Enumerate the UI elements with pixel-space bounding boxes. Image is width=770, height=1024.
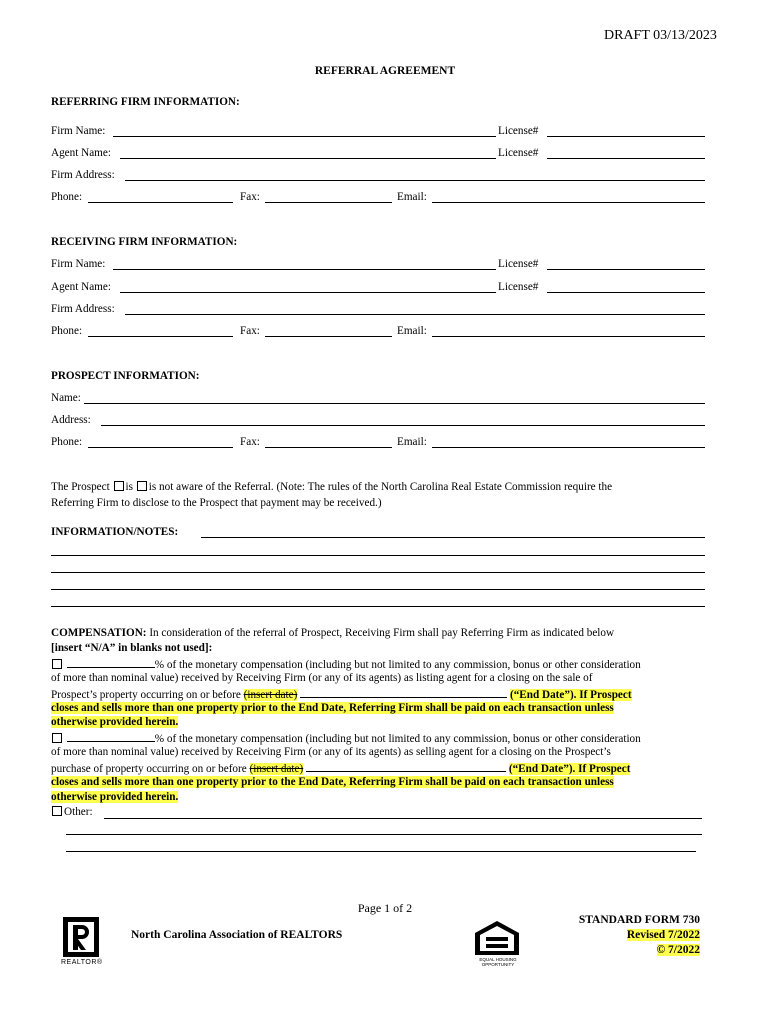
awareness-is: is xyxy=(125,481,133,493)
receiving-phone-field[interactable] xyxy=(88,325,233,337)
selling-insert-date-note: (insert date) xyxy=(249,763,304,775)
firm-address-label: Firm Address: xyxy=(51,169,115,181)
listing-line-1-text: % of the monetary compensation (including but not limited to any commission, bonus or other consideration xyxy=(154,659,641,671)
other-field-line-1[interactable] xyxy=(104,807,702,819)
referring-email-field[interactable] xyxy=(432,191,705,203)
equal-housing-text: EQUAL HOUSING OPPORTUNITY xyxy=(479,957,517,967)
listing-line-3-prefix: Prospect’s property occurring on or before xyxy=(51,689,241,701)
prospect-contact-row xyxy=(51,436,705,450)
license-label: License# xyxy=(498,125,539,137)
email-label: Email: xyxy=(397,436,427,448)
notes-field-line-3[interactable] xyxy=(51,572,705,573)
equal-housing-logo xyxy=(471,918,523,970)
referring-fax-field[interactable] xyxy=(265,191,392,203)
fax-label: Fax: xyxy=(240,436,260,448)
receiving-agent-license-field[interactable] xyxy=(547,281,705,293)
referring-agent-name-row xyxy=(51,147,705,161)
compensation-intro-line xyxy=(51,627,614,639)
receiving-firm-name-row xyxy=(51,258,705,272)
receiving-address-row xyxy=(51,303,705,317)
receiving-firm-name-field[interactable] xyxy=(113,258,496,270)
prospect-fax-field[interactable] xyxy=(265,436,392,448)
referring-contact-row xyxy=(51,191,705,205)
selling-option-line-4 xyxy=(51,776,614,788)
referring-firm-address-field[interactable] xyxy=(125,169,705,181)
listing-bold-line-4: closes and sells more than one property prior to the End Date, Referring Firm shall be paid on each transaction unless xyxy=(51,702,614,714)
copyright-text: © 7/2022 xyxy=(656,944,700,956)
referring-address-row xyxy=(51,169,705,183)
receiving-contact-row xyxy=(51,325,705,339)
listing-option-line-4 xyxy=(51,702,614,714)
notes-heading: INFORMATION/NOTES: xyxy=(51,526,179,538)
prospect-address-field[interactable] xyxy=(101,414,705,426)
selling-bold-line-4: closes and sells more than one property prior to the End Date, Referring Firm shall be paid on each transaction unless xyxy=(51,776,614,788)
referring-agent-name-field[interactable] xyxy=(120,147,496,159)
compensation-intro: In consideration of the referral of Prospect, Receiving Firm shall pay Referring Firm as indicated below xyxy=(149,627,615,639)
prospect-email-field[interactable] xyxy=(432,436,705,448)
draft-stamp: DRAFT 03/13/2023 xyxy=(604,28,717,43)
email-label: Email: xyxy=(397,325,427,337)
other-field-line-2[interactable] xyxy=(66,834,702,835)
selling-line-3-prefix: purchase of property occurring on or before xyxy=(51,763,247,775)
selling-end-date-field[interactable] xyxy=(306,761,506,772)
agent-name-label: Agent Name: xyxy=(51,147,111,159)
copyright xyxy=(565,944,700,956)
receiving-agent-name-row xyxy=(51,281,705,295)
address-label: Address: xyxy=(51,414,91,426)
notes-field-line-1[interactable] xyxy=(201,526,705,538)
selling-line-1-text: % of the monetary compensation (including but not limited to any commission, bonus or other consideration xyxy=(154,733,641,745)
phone-label: Phone: xyxy=(51,436,83,448)
receiving-fax-field[interactable] xyxy=(265,325,392,337)
referring-firm-name-row xyxy=(51,125,705,139)
selling-bold-line-5: otherwise provided herein. xyxy=(51,791,179,803)
receiving-heading: RECEIVING FIRM INFORMATION: xyxy=(51,236,238,248)
prospect-is-aware-checkbox[interactable] xyxy=(114,481,124,491)
firm-name-label: Firm Name: xyxy=(51,125,106,137)
selling-end-date-label: (“End Date”). If Prospect xyxy=(508,763,631,775)
notes-field-line-2[interactable] xyxy=(51,555,705,556)
listing-bold-line-5: otherwise provided herein. xyxy=(51,716,179,728)
awareness-line-2: Referring Firm to disclose to the Prospect that payment may be received.) xyxy=(51,497,382,509)
selling-option-checkbox[interactable] xyxy=(52,733,62,743)
referring-heading: REFERRING FIRM INFORMATION: xyxy=(51,96,240,108)
equal-housing-house-icon xyxy=(471,918,523,958)
listing-option-line-2: of more than nominal value) received by Receiving Firm (or any of its agents) as listing agent for a closing on the sale of xyxy=(51,672,593,684)
listing-option-line-3 xyxy=(51,687,632,701)
listing-end-date-field[interactable] xyxy=(300,687,507,698)
email-label: Email: xyxy=(397,191,427,203)
listing-option-line-5 xyxy=(51,716,178,728)
prospect-name-row xyxy=(51,392,705,406)
referring-firm-license-field[interactable] xyxy=(547,125,705,137)
prospect-is-not-aware-checkbox[interactable] xyxy=(137,481,147,491)
phone-label: Phone: xyxy=(51,325,83,337)
compensation-heading: COMPENSATION: xyxy=(51,627,147,639)
awareness-prefix: The Prospect xyxy=(51,481,110,493)
other-label: Other: xyxy=(64,806,93,818)
receiving-email-field[interactable] xyxy=(432,325,705,337)
listing-end-date-label: (“End Date”). If Prospect xyxy=(509,689,632,701)
referring-agent-license-field[interactable] xyxy=(547,147,705,159)
listing-option-line-1 xyxy=(51,657,641,671)
association-name: North Carolina Association of REALTORS xyxy=(131,929,343,941)
other-field-line-3[interactable] xyxy=(66,851,696,852)
other-option-checkbox[interactable] xyxy=(52,806,62,816)
selling-option-line-3 xyxy=(51,761,630,775)
notes-field-line-4[interactable] xyxy=(51,589,705,590)
name-label: Name: xyxy=(51,392,81,404)
prospect-name-field[interactable] xyxy=(84,392,705,404)
listing-option-checkbox[interactable] xyxy=(52,659,62,669)
awareness-is-not: is not aware of the Referral. (Note: The rules of the North Carolina Real Estate Commission require the xyxy=(148,481,613,493)
prospect-phone-field[interactable] xyxy=(88,436,233,448)
compensation-instruction: [insert “N/A” in blanks not used]: xyxy=(51,642,213,654)
phone-label: Phone: xyxy=(51,191,83,203)
firm-name-label: Firm Name: xyxy=(51,258,106,270)
revised-date xyxy=(565,929,700,941)
notes-field-line-5[interactable] xyxy=(51,606,705,607)
fax-label: Fax: xyxy=(240,191,260,203)
other-option-line xyxy=(51,806,93,818)
license-label: License# xyxy=(498,258,539,270)
page-title: REFERRAL AGREEMENT xyxy=(314,65,456,77)
selling-option-line-2: of more than nominal value) received by Receiving Firm (or any of its agents) as selling agent for a closing on the Prospect’s xyxy=(51,746,611,758)
referring-phone-field[interactable] xyxy=(88,191,233,203)
license-label: License# xyxy=(498,281,539,293)
notes-row xyxy=(51,526,705,540)
form-number: STANDARD FORM 730 xyxy=(578,914,700,926)
selling-option-line-5 xyxy=(51,791,178,803)
awareness-line-1 xyxy=(51,481,612,493)
receiving-agent-name-field[interactable] xyxy=(120,281,496,293)
realtor-logo-text: REALTOR® xyxy=(61,959,103,966)
realtor-logo xyxy=(61,915,107,969)
selling-percent-field[interactable] xyxy=(67,731,155,742)
revised-text: Revised 7/2022 xyxy=(626,929,700,941)
referring-firm-name-field[interactable] xyxy=(113,125,496,137)
receiving-firm-address-field[interactable] xyxy=(125,303,705,315)
page-number: Page 1 of 2 xyxy=(357,901,413,915)
license-label: License# xyxy=(498,147,539,159)
selling-option-line-1 xyxy=(51,731,641,745)
agent-name-label: Agent Name: xyxy=(51,281,111,293)
listing-percent-field[interactable] xyxy=(67,657,155,668)
fax-label: Fax: xyxy=(240,325,260,337)
listing-insert-date-note: (insert date) xyxy=(243,689,298,701)
prospect-address-row xyxy=(51,414,705,428)
receiving-firm-license-field[interactable] xyxy=(547,258,705,270)
prospect-heading: PROSPECT INFORMATION: xyxy=(51,370,200,382)
firm-address-label: Firm Address: xyxy=(51,303,115,315)
